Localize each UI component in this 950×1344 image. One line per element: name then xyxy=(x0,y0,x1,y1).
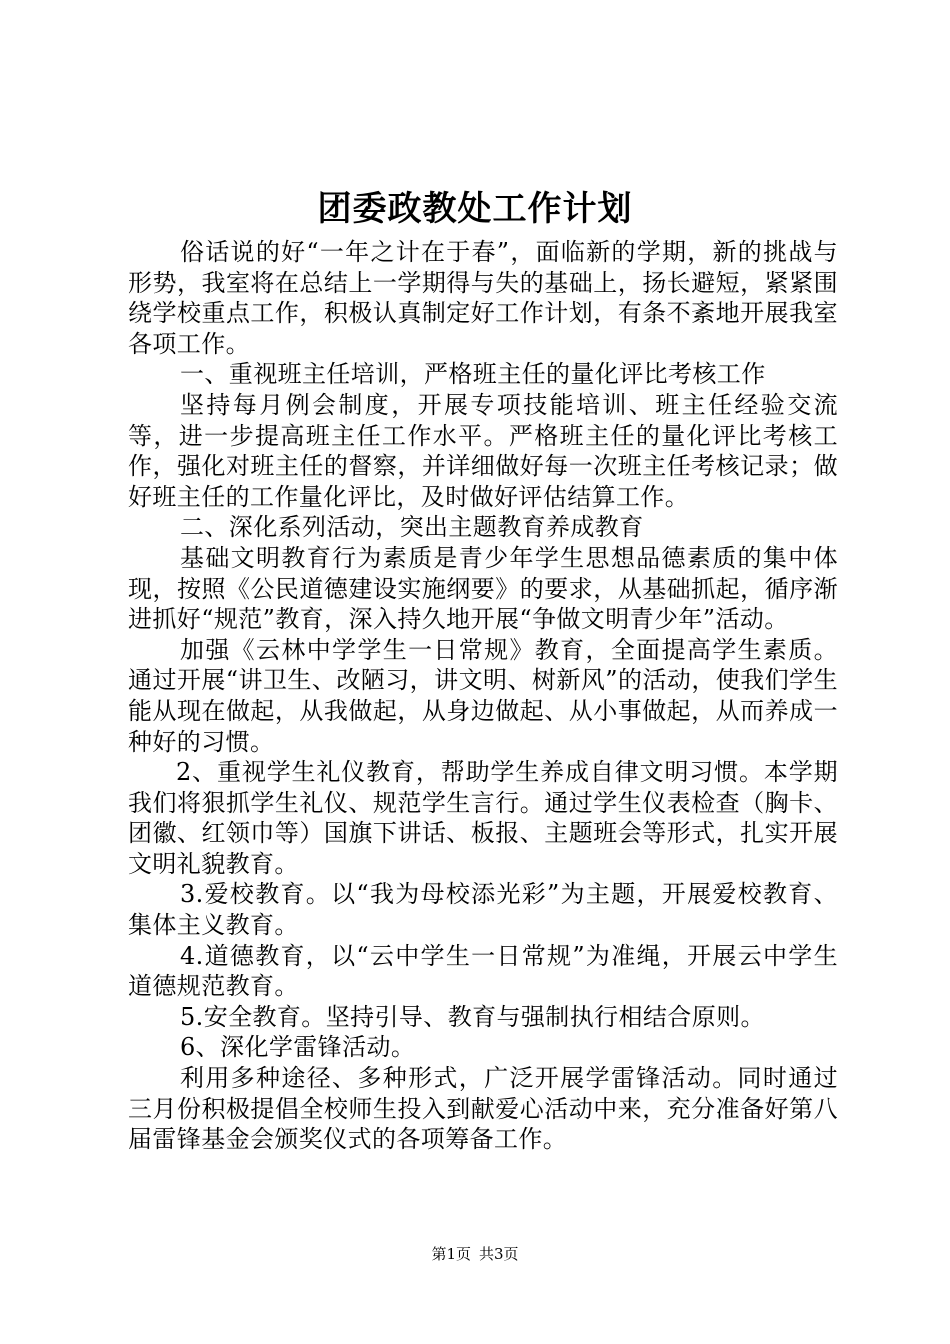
document-body xyxy=(128,237,838,1155)
section-heading-2: 二、深化系列活动，突出主题教育养成教育 xyxy=(180,513,644,542)
item-5-paragraph: 5.安全教育。坚持引导、教育与强制执行相结合原则。 xyxy=(180,1002,765,1031)
page-total: 共3页 xyxy=(479,1245,519,1263)
item-3-paragraph: 3.爱校教育。以“我为母校添光彩”为主题，开展爱校教育、集体主义教育。 xyxy=(128,880,838,940)
section-2-paragraph-1: 基础文明教育行为素质是青少年学生思想品德素质的集中体现，按照《公民道德建设实施纲要》的要求，从基础抓起，循序渐进抓好“规范”教育，深入持久地开展“争做文明青少年”活动。 xyxy=(128,543,838,634)
intro-paragraph: 俗话说的好“一年之计在于春”，面临新的学期，新的挑战与形势，我室将在总结上一学期得与失的基础上，扬长避短，紧紧围绕学校重点工作，积极认真制定好工作计划，有条不紊地开展我室各项工作。 xyxy=(128,238,838,358)
section-1-paragraph: 坚持每月例会制度，开展专项技能培训、班主任经验交流等，进一步提高班主任工作水平。严格班主任的量化评比考核工作，强化对班主任的督察，并详细做好每一次班主任考核记录；做好班主任的工作量化评比，及时做好评估结算工作。 xyxy=(128,390,838,511)
item-6-heading: 6、深化学雷锋活动。 xyxy=(180,1033,416,1062)
section-heading-1: 一、重视班主任培训，严格班主任的量化评比考核工作 xyxy=(180,360,766,389)
document-title: 团委政教处工作计划 xyxy=(317,189,633,229)
page-number: 第1页 xyxy=(431,1245,471,1263)
item-6-paragraph: 利用多种途径、多种形式，广泛开展学雷锋活动。同时通过三月份积极提倡全校师生投入到献爱心活动中来，充分准备好第八届雷锋基金会颁奖仪式的各项筹备工作。 xyxy=(128,1064,838,1154)
section-2-paragraph-2: 加强《云林中学学生一日常规》教育，全面提高学生素质。通过开展“讲卫生、改陋习，讲文明、树新风”的活动，使我们学生能从现在做起，从我做起，从身边做起、从小事做起，从而养成一种好的习惯。 xyxy=(128,635,838,756)
item-2-paragraph: 2、重视学生礼仪教育，帮助学生养成自律文明习惯。本学期我们将狠抓学生礼仪、规范学生言行。通过学生仪表检查（胸卡、团徽、红领巾等）国旗下讲话、板报、主题班会等形式，扎实开展文明礼貌教育。 xyxy=(128,758,838,878)
item-4-paragraph: 4.道德教育，以“云中学生一日常规”为准绳，开展云中学生道德规范教育。 xyxy=(128,941,838,1001)
page-footer xyxy=(0,1244,950,1264)
